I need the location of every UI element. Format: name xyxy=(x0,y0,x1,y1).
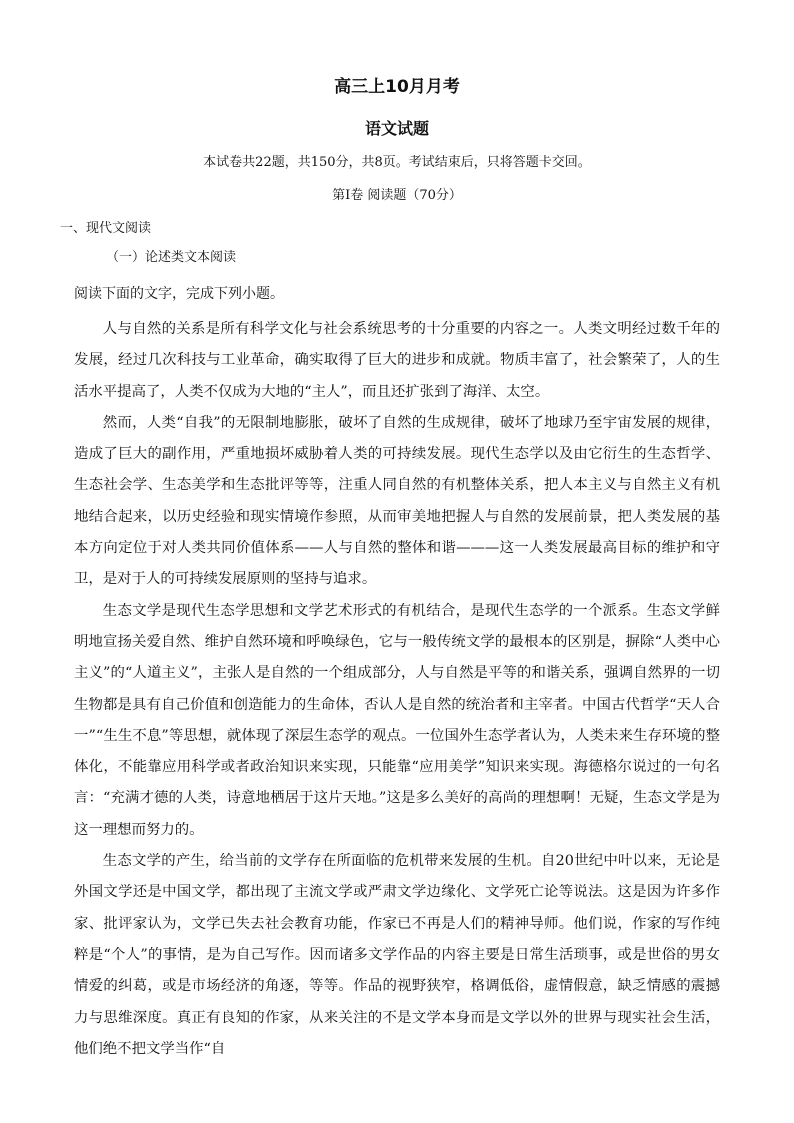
exam-instructions: 本试卷共22题，共150分，共8页。考试结束后，只将答题卡交回。 xyxy=(203,155,591,170)
article-paragraph: 然而，人类“自我”的无限制地膨胀，破坏了自然的生成规律，破坏了地球乃至宇宙发展的规律，造成了巨大的副作用，严重地损坏威胁着人类的可持续发展。现代生态学以及由它衍生的生态哲学、生态社会学、生态美学和生态批评等等，注重人同自然的有机整体关系，把人本主义与自然主义有机地结合起来，以历史经验和现实情境作参照，从而审美地把握人与自然的发展前景，把人类发展的基本方向定位于对人类共同价值体系——人与自然的整体和谐———这一人类发展最高目标的维护和守卫，是对于人的可持续发展原则的坚持与追求。 xyxy=(74,414,720,588)
article-paragraph: 人与自然的关系是所有科学文化与社会系统思考的十分重要的内容之一。人类文明经过数千年的发展，经过几次科技与工业革命，确实取得了巨大的进步和成就。物质丰富了，社会繁荣了，人的生活水平提高了，人类不仅成为大地的“主人”，而且还扩张到了海洋、太空。 xyxy=(74,321,720,400)
part-title: 第I卷 阅读题（70分） xyxy=(332,188,462,203)
article-paragraph: 生态文学是现代生态学思想和文学艺术形式的有机结合，是现代生态学的一个派系。生态文学鲜明地宣扬关爱自然、维护自然环境和呼唤绿色，它与一般传统文学的最根本的区别是，摒除“人类中心主义”的“人道主义”，主张人是自然的一个组成部分，人与自然是平等的和谐关系，强调自然界的一切生物都是具有自己价值和创造能力的生命体，否认人是自然的统治者和主宰者。中国古代哲学“天人合一”“生生不息”等思想，就体现了深层生态学的观点。一位国外生态学者认为，人类未来生存环境的整体化，不能靠应用科学或者政治知识来实现，只能靠“应用美学”知识来实现。海德格尔说过的一句名言：“充满才德的人类，诗意地栖居于这片天地。”这是多么美好的高尚的理想啊！无疑，生态文学是为这一理想而努力的。 xyxy=(74,602,720,838)
exam-title: 高三上10月月考 xyxy=(334,77,460,97)
article-paragraph: 生态文学的产生，给当前的文学存在所面临的危机带来发展的生机。自20世纪中叶以来，无论是外国文学还是中国文学，都出现了主流文学或严肃文学边缘化、文学死亡论等说法。这是因为许多作家、批评家认为，文学已失去社会教育功能，作家已不再是人们的精神导师。他们说，作家的写作纯粹是“个人”的事情，是为自己写作。因而诸多文学作品的内容主要是日常生活琐事，或是世俗的男女情爱的纠葛，或是市场经济的角逐，等等。作品的视野狭窄，格调低俗，虚情假意，缺乏情感的震撼力与思维深度。真正有良知的作家，从来关注的不是文学本身而是文学以外的世界与现实社会生活，他们绝不把文学当作“自 xyxy=(74,853,720,1057)
section-heading: 一、现代文阅读 xyxy=(60,221,152,236)
subject-title: 语文试题 xyxy=(364,119,429,138)
reading-prompt: 阅读下面的文字，完成下列小题。 xyxy=(74,286,284,302)
article-body xyxy=(74,314,720,1065)
subsection-heading: （一）论述类文本阅读 xyxy=(106,250,237,265)
